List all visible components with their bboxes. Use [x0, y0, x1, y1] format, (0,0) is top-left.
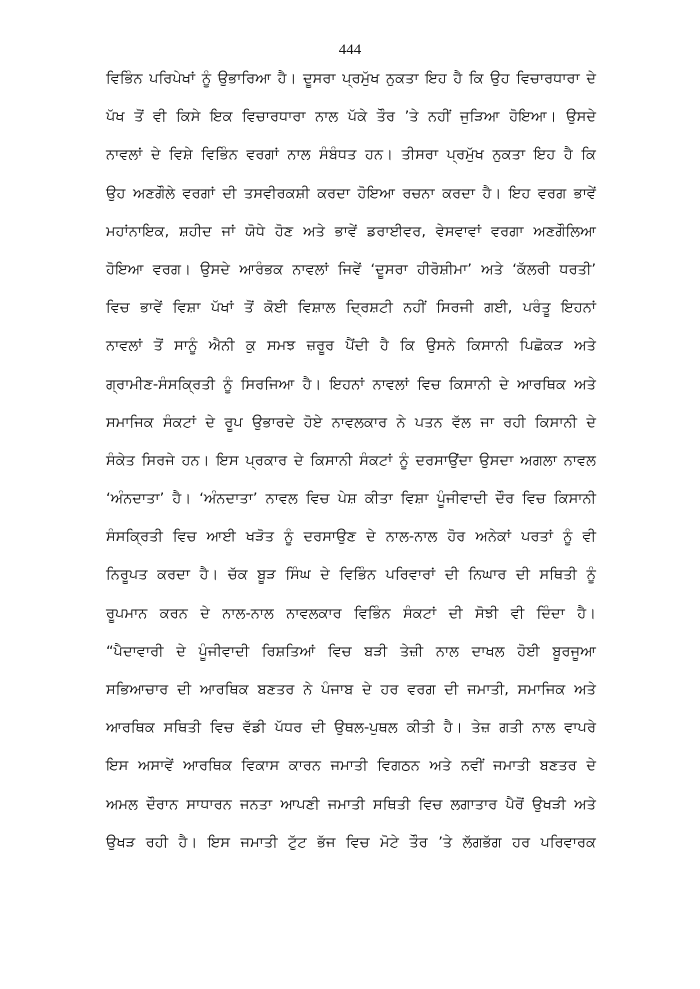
text-line-19: ਇਸ ਅਸਾਵੇਂ ਆਰਥਿਕ ਵਿਕਾਸ ਕਾਰਨ ਜਮਾਤੀ ਵਿਗਠਨ ਅਤੇ ਨਵੀਂ ਜਮਾਤੀ ਬਣਤਰ ਦੇ [106, 757, 596, 775]
text-line-8: ਨਾਵਲਾਂ ਤੋਂ ਸਾਨੂੰ ਐਨੀ ਕੁ ਸਮਝ ਜ਼ਰੂਰ ਪੈਂਦੀ ਹੈ ਕਿ ਉਸਨੇ ਕਿਸਾਨੀ ਪਿਛੋਕੜ ਅਤੇ [106, 337, 596, 355]
text-line-7: ਵਿਚ ਭਾਵੇਂ ਵਿਸ਼ਾ ਪੱਖਾਂ ਤੋਂ ਕੋਈ ਵਿਸ਼ਾਲ ਦ੍ਰਿਸ਼ਟੀ ਨਹੀਂ ਸਿਰਜੀ ਗਈ, ਪਰੰਤੂ ਇਹਨਾਂ [106, 299, 596, 317]
text-line-4: ਉਹ ਅਣਗੌਲੇ ਵਰਗਾਂ ਦੀ ਤਸਵੀਰਕਸ਼ੀ ਕਰਦਾ ਹੋਇਆ ਰਚਨਾ ਕਰਦਾ ਹੈ। ਇਹ ਵਰਗ ਭਾਵੇਂ [106, 184, 596, 202]
text-line-13: ਸੰਸਕ੍ਰਿਤੀ ਵਿਚ ਆਈ ਖੜੋਤ ਨੂੰ ਦਰਸਾਉਣ ਦੇ ਨਾਲ-ਨਾਲ ਹੋਰ ਅਨੇਕਾਂ ਪਰਤਾਂ ਨੂੰ ਵੀ [106, 528, 596, 546]
text-line-5: ਮਹਾਂਨਾਇਕ, ਸ਼ਹੀਦ ਜਾਂ ਯੋਧੇ ਹੋਣ ਅਤੇ ਭਾਵੇਂ ਡਰਾਈਵਰ, ਵੇਸਵਾਵਾਂ ਵਰਗਾ ਅਣਗੌਲਿਆ [106, 222, 596, 240]
text-line-17: ਸਭਿਆਚਾਰ ਦੀ ਆਰਥਿਕ ਬਣਤਰ ਨੇ ਪੰਜਾਬ ਦੇ ਹਰ ਵਰਗ ਦੀ ਜਮਾਤੀ, ਸਮਾਜਿਕ ਅਤੇ [106, 681, 596, 698]
text-line-16: “ਪੈਦਾਵਾਰੀ ਦੇ ਪੂੰਜੀਵਾਦੀ ਰਿਸ਼ਤਿਆਂ ਵਿਚ ਬੜੀ ਤੇਜ਼ੀ ਨਾਲ ਦਾਖਲ ਹੋਈ ਬੂਰਜੂਆ [106, 642, 596, 660]
text-line-18: ਆਰਥਿਕ ਸਥਿਤੀ ਵਿਚ ਵੱਡੀ ਪੱਧਰ ਦੀ ਉਥਲ-ਪੁਥਲ ਕੀਤੀ ਹੈ। ਤੇਜ਼ ਗਤੀ ਨਾਲ ਵਾਪਰੇ [106, 719, 596, 737]
text-line-21: ਉਖੜ ਰਹੀ ਹੈ। ਇਸ ਜਮਾਤੀ ਟੁੱਟ ਭੱਜ ਵਿਚ ਮੋਟੇ ਤੌਰ ’ਤੇ ਲੱਗਭੱਗ ਹਰ ਪਰਿਵਾਰਕ [106, 833, 596, 851]
text-line-9: ਗ੍ਰਾਮੀਣ-ਸੰਸਕ੍ਰਿਤੀ ਨੂੰ ਸਿਰਜਿਆ ਹੈ। ਇਹਨਾਂ ਨਾਵਲਾਂ ਵਿਚ ਕਿਸਾਨੀ ਦੇ ਆਰਥਿਕ ਅਤੇ [106, 375, 596, 393]
text-line-14: ਨਿਰੂਪਤ ਕਰਦਾ ਹੈ। ਚੱਕ ਬੂੜ ਸਿੰਘ ਦੇ ਵਿਭਿੰਨ ਪਰਿਵਾਰਾਂ ਦੀ ਨਿਘਾਰ ਦੀ ਸਥਿਤੀ ਨੂੰ [106, 566, 596, 584]
text-line-3: ਨਾਵਲਾਂ ਦੇ ਵਿਸ਼ੇ ਵਿਭਿੰਨ ਵਰਗਾਂ ਨਾਲ ਸੰਬੰਧਤ ਹਨ। ਤੀਸਰਾ ਪ੍ਰਮੁੱਖ ਨੁਕਤਾ ਇਹ ਹੈ ਕਿ [106, 146, 596, 164]
body-text [106, 64, 596, 866]
page-number: 444 [338, 42, 362, 58]
text-line-12: ‘ਅੰਨਦਾਤਾ’ ਹੈ। ‘ਅੰਨਦਾਤਾ’ ਨਾਵਲ ਵਿਚ ਪੇਸ਼ ਕੀਤਾ ਵਿਸ਼ਾ ਪੂੰਜੀਵਾਦੀ ਦੌਰ ਵਿਚ ਕਿਸਾਨੀ [106, 490, 596, 508]
text-line-6: ਹੋਇਆ ਵਰਗ। ਉਸਦੇ ਆਰੰਭਕ ਨਾਵਲਾਂ ਜਿਵੇਂ ‘ਦੂਸਰਾ ਹੀਰੋਸ਼ੀਮਾ’ ਅਤੇ ‘ਕੱਲਰੀ ਧਰਤੀ’ [106, 260, 596, 278]
text-line-10: ਸਮਾਜਿਕ ਸੰਕਟਾਂ ਦੇ ਰੂਪ ਉਭਾਰਦੇ ਹੋਏ ਨਾਵਲਕਾਰ ਨੇ ਪਤਨ ਵੱਲ ਜਾ ਰਹੀ ਕਿਸਾਨੀ ਦੇ [106, 413, 596, 431]
text-line-20: ਅਮਲ ਦੌਰਾਨ ਸਾਧਾਰਨ ਜਨਤਾ ਆਪਣੀ ਜਮਾਤੀ ਸਥਿਤੀ ਵਿਚ ਲਗਾਤਾਰ ਪੈਰੋਂ ਉਖੜੀ ਅਤੇ [106, 795, 596, 813]
text-line-2: ਪੱਖ ਤੋਂ ਵੀ ਕਿਸੇ ਇਕ ਵਿਚਾਰਧਾਰਾ ਨਾਲ ਪੱਕੇ ਤੌਰ ’ਤੇ ਨਹੀਂ ਜੁੜਿਆ ਹੋਇਆ। ਉਸਦੇ [106, 108, 596, 126]
text-line-15: ਰੂਪਮਾਨ ਕਰਨ ਦੇ ਨਾਲ-ਨਾਲ ਨਾਵਲਕਾਰ ਵਿਭਿੰਨ ਸੰਕਟਾਂ ਦੀ ਸੋਝੀ ਵੀ ਦਿੰਦਾ ਹੈ। [106, 604, 596, 622]
text-line-1: ਵਿਭਿੰਨ ਪਰਿਪੇਖਾਂ ਨੂੰ ਉਭਾਰਿਆ ਹੈ। ਦੂਸਰਾ ਪ੍ਰਮੁੱਖ ਨੁਕਤਾ ਇਹ ਹੈ ਕਿ ਉਹ ਵਿਚਾਰਧਾਰਾ ਦੇ [106, 70, 596, 87]
text-line-11: ਸੰਕੇਤ ਸਿਰਜੇ ਹਨ। ਇਸ ਪ੍ਰਕਾਰ ਦੇ ਕਿਸਾਨੀ ਸੰਕਟਾਂ ਨੂੰ ਦਰਸਾਉਂਦਾ ਉਸਦਾ ਅਗਲਾ ਨਾਵਲ [106, 451, 596, 469]
